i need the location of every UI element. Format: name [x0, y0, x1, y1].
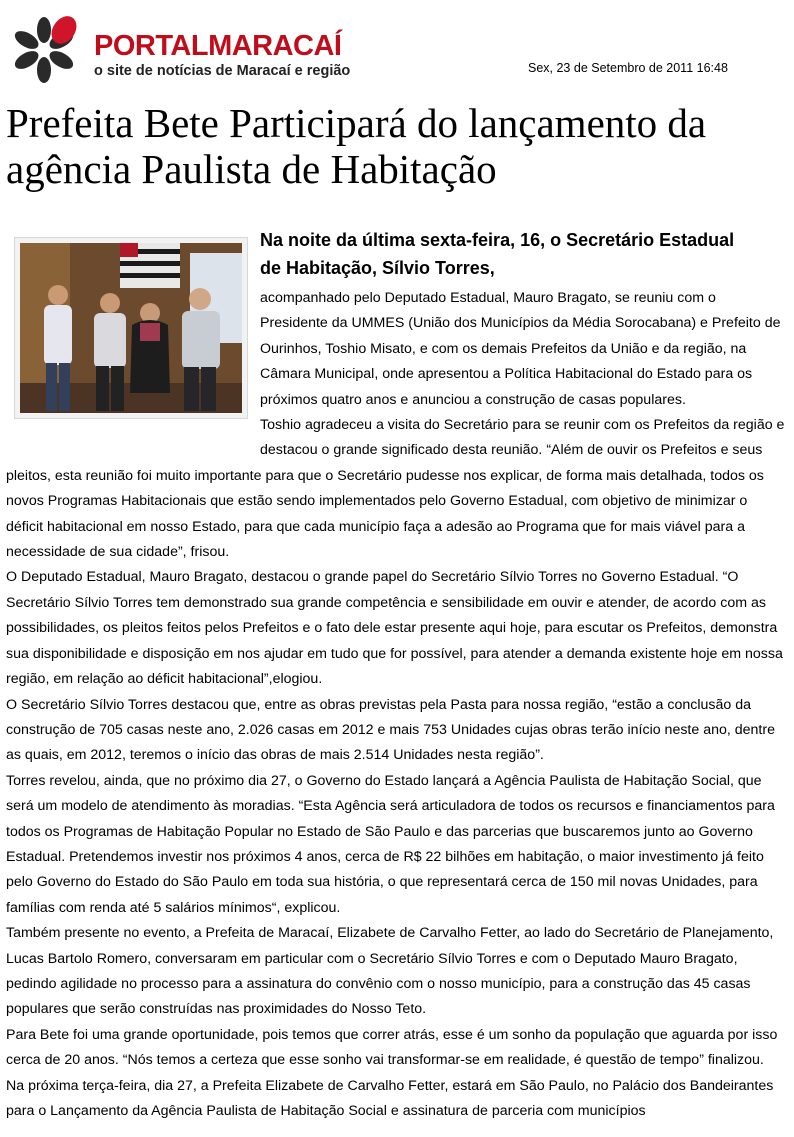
article-paragraph: Também presente no evento, a Prefeita de Maracaí, Elizabete de Carvalho Fetter, ao lado do Secretário de Planejamento, Lucas Bartolo Romero, conversaram em particular com o Secretário Sílvio Torres e com o Deputado Mauro Bragato, pedindo agilidade no processo para a assinatura do convênio com o nosso município, para a construção das 45 casas populares que serão construídas nas proximidades do Nosso Teto.: [6, 925, 774, 1018]
article-paragraph: acompanhado pelo Deputado Estadual, Mauro Bragato, se reuniu com o Presidente da UMMES (União dos Municípios da Média Sorocabana) e Prefeito de Ourinhos, Toshio Misato, e com os demais Prefeitos da União e da região, na Câmara Municipal, onde apresentou a Política Habitacional do Estado para os próximos quatro anos e anunciou a construção de casas populares.: [260, 290, 781, 408]
article-lead: Na noite da última sexta-feira, 16, o Secretário Estadual de Habitação, Sílvio Torres,: [260, 230, 735, 278]
photo-wrap-spacer: [6, 286, 260, 452]
article-paragraph: Toshio agradeceu a visita do Secretário para se reunir com os Prefeitos da região e destacou o grande significado desta reunião. “Além de ouvir os Prefeitos e seus pleitos, esta reunião foi muito importante para que o Secretário pudesse nos explicar, de forma mais detalhada, todos os novos Programas Habitacionais que estão sendo implementados pelo Governo Estadual, com objetivo de minimizar o déficit habitacional em nosso Estado, para que cada município faça a adesão ao Programa que for mais viável para a necessidade de sua cidade”, frisou.: [6, 417, 785, 561]
site-logo[interactable]: [4, 14, 351, 86]
brand-part1: PORTAL: [94, 30, 209, 62]
article-paragraph: Torres revelou, ainda, que no próximo dia 27, o Governo do Estado lançará a Agência Paulista de Habitação Social, que será um modelo de atendimento às moradias. “Esta Agência será articuladora de todos os recursos e financiamentos para todos os Programas de Habitação Popular no Estado de São Paulo e das parcerias que buscaremos junto ao Governo Estadual. Pretendemos investir nos próximos 4 anos, cerca de R$ 22 bilhões em habitação, o maior investimento já feito pelo Governo do Estado do São Paulo em toda sua história, o que representará cerca de 150 mil novas Unidades, para famílias com renda até 5 salários mínimos“, explicou.: [6, 772, 775, 916]
article-paragraph: Na próxima terça-feira, dia 27, a Prefeita Elizabete de Carvalho Fetter, estará em São Paulo, no Palácio dos Bandeirantes para o Lançamento da Agência Paulista de Habitação Social e assinatura de parceria com municípios: [6, 1077, 774, 1119]
article-paragraph: O Deputado Estadual, Mauro Bragato, destacou o grande papel do Secretário Sílvio Torres no Governo Estadual. “O Secretário Sílvio Torres tem demonstrado sua grande competência e sensibilidade em ouvir e atender, de acordo com as possibilidades, os pleitos feitos pelos Prefeitos e o fato dele estar presente aqui hoje, para escutar os Prefeitos, demonstra sua disponibilidade e disposição em nos ajudar em tudo que for possível, para atender a demanda existente hoje em nossa região, em relação ao déficit habitacional”,elogiou.: [6, 569, 783, 688]
article-paragraph: Para Bete foi uma grande oportunidade, pois temos que correr atrás, esse é um sonho da população que aguarda por isso cerca de 20 anos. “Nós temos a certeza que esse sonho vai transformar-se em realidade, é questão de tempo” finalizou.: [6, 1026, 778, 1069]
site-header: [0, 0, 794, 90]
brand-name: [94, 31, 342, 61]
brand-part2: MARACAÍ: [208, 30, 342, 62]
article-body: [6, 286, 786, 1124]
site-tagline: o site de notícias de Maracaí e região: [94, 63, 351, 79]
publish-date: Sex, 23 de Setembro de 2011 16:48: [528, 61, 728, 75]
flower-logo-icon: [6, 14, 86, 86]
article-title: Prefeita Bete Participará do lançamento da agência Paulista de Habitação: [6, 100, 707, 192]
article-paragraph: O Secretário Sílvio Torres destacou que, entre as obras previstas pela Pasta para nossa região, “estão a conclusão da construção de 705 casas neste ano, 2.026 casas em 2012 e mais 753 Unidades cujas obras terão início neste ano, dentre as quais, em 2012, teremos o início das obras de mais 2.514 Unidades nesta região”.: [6, 696, 775, 764]
